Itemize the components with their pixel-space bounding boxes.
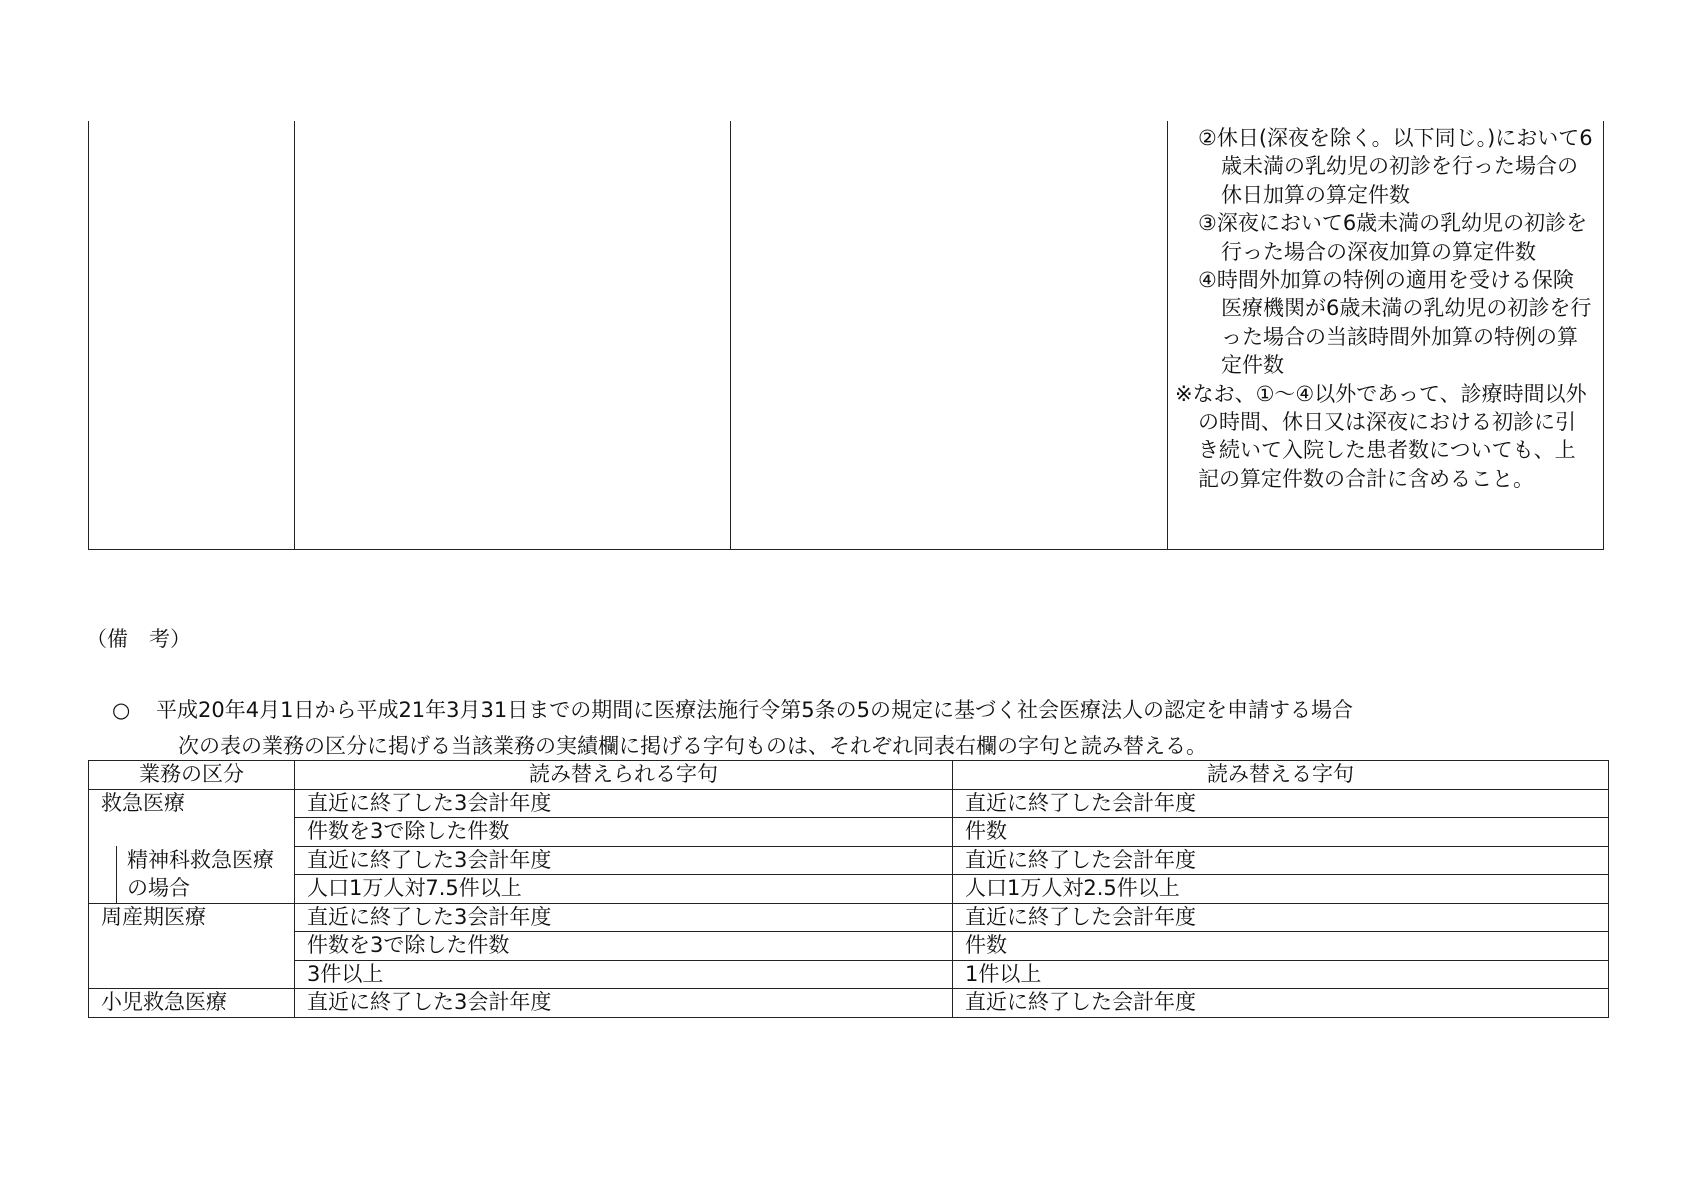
kome-note: ※なお、①～④以外であって、診療時間以外の時間、休日又は深夜における初診に引き続いて入院した患者数についても、上記の算定件数の合計に含めること。 <box>1175 381 1587 491</box>
category-cell: 周産期医療 <box>89 903 295 932</box>
paragraph-application-text: 平成20年4月1日から平成21年3月31日までの期間に医療法施行令第5条の5の規定に基づく社会医療法人の認定を申請する場合 <box>156 698 1353 722</box>
category-cell: 小児救急医療 <box>89 989 295 1018</box>
from-cell: 件数を3で除した件数 <box>295 818 953 847</box>
circle-bullet: ○ <box>112 698 131 722</box>
from-cell: 人口1万人対7.5件以上 <box>295 875 953 904</box>
table-row <box>89 818 1609 847</box>
table-header-row <box>89 761 1609 790</box>
category-cell <box>89 818 295 847</box>
note-item-3: ③深夜において6歳未満の乳幼児の初診を行った場合の深夜加算の算定件数 <box>1198 211 1588 264</box>
remarks-label: （備 考） <box>86 627 191 651</box>
sub-category-bar <box>116 846 117 875</box>
category-cell <box>89 932 295 961</box>
header-category: 業務の区分 <box>89 761 295 790</box>
to-cell: 直近に終了した会計年度 <box>953 846 1609 875</box>
table-row <box>89 789 1609 818</box>
to-cell: 1件以上 <box>953 960 1609 989</box>
header-to: 読み替える字句 <box>953 761 1609 790</box>
note-item-4: ④時間外加算の特例の適用を受ける保険医療機関が6歳未満の乳幼児の初診を行った場合の当該時間外加算の特例の算定件数 <box>1198 268 1592 378</box>
continuation-notes-cell <box>1168 121 1604 550</box>
table-row <box>89 932 1609 961</box>
sub-category-label: 精神科救急医療 <box>127 847 274 872</box>
sub-category-bar <box>116 875 117 903</box>
from-cell: 直近に終了した3会計年度 <box>295 903 953 932</box>
continuation-cell-3 <box>731 121 1168 550</box>
from-cell: 件数を3で除した件数 <box>295 932 953 961</box>
from-cell: 直近に終了した3会計年度 <box>295 789 953 818</box>
paragraph-replacement: 次の表の業務の区分に掲げる当該業務の実績欄に掲げる字句ものは、それぞれ同表右欄の字句と読み替える。 <box>178 734 1207 758</box>
replacement-table <box>88 760 1609 1018</box>
note-item-2: ②休日(深夜を除く。以下同じ。)において6歳未満の乳幼児の初診を行った場合の休日加算の算定件数 <box>1198 126 1593 207</box>
category-cell <box>89 960 295 989</box>
table-row <box>89 875 1609 904</box>
to-cell: 直近に終了した会計年度 <box>953 903 1609 932</box>
table-row <box>89 903 1609 932</box>
to-cell: 件数 <box>953 932 1609 961</box>
table-row <box>89 960 1609 989</box>
category-cell <box>89 875 295 904</box>
to-cell: 直近に終了した会計年度 <box>953 789 1609 818</box>
from-cell: 直近に終了した3会計年度 <box>295 989 953 1018</box>
paragraph-application <box>112 694 1353 724</box>
continuation-table <box>88 121 1604 550</box>
table-row <box>89 846 1609 875</box>
from-cell: 直近に終了した3会計年度 <box>295 846 953 875</box>
header-from: 読み替えられる字句 <box>295 761 953 790</box>
from-cell: 3件以上 <box>295 960 953 989</box>
category-cell: 救急医療 <box>89 789 295 818</box>
category-cell <box>89 846 295 875</box>
to-cell: 件数 <box>953 818 1609 847</box>
to-cell: 直近に終了した会計年度 <box>953 989 1609 1018</box>
continuation-cell-2 <box>295 121 731 550</box>
table-row <box>89 989 1609 1018</box>
continuation-cell-1 <box>89 121 295 550</box>
to-cell: 人口1万人対2.5件以上 <box>953 875 1609 904</box>
sub-category-label: の場合 <box>127 876 190 900</box>
